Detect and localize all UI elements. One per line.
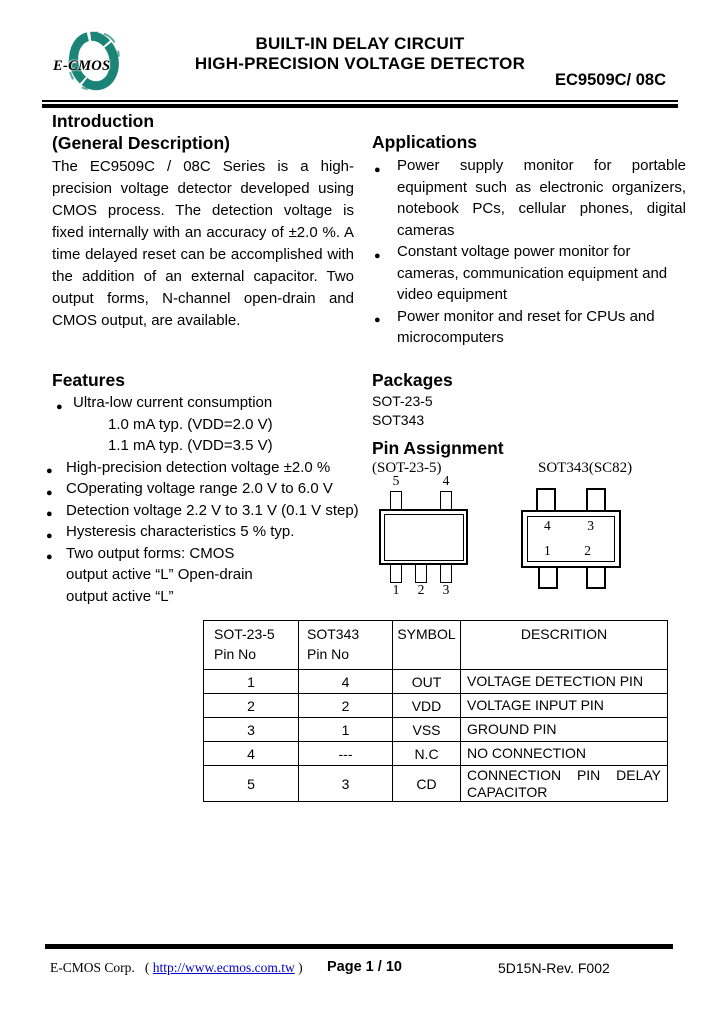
feature-item xyxy=(46,457,376,479)
features-heading: Features xyxy=(52,370,125,390)
package-pin xyxy=(390,563,402,583)
cell-symbol: VDD xyxy=(393,694,461,718)
feature-text: Ultra-low current consumption xyxy=(73,394,273,411)
cell-description: NO CONNECTION xyxy=(461,742,668,766)
feature-subline xyxy=(46,414,376,436)
page-number: Page 1 / 10 xyxy=(327,959,402,975)
sot343-package-body xyxy=(521,510,621,568)
header-rule-thin xyxy=(42,100,678,102)
feature-subline xyxy=(46,586,376,608)
table-row xyxy=(204,694,668,718)
cell-sot23-pin: 3 xyxy=(204,718,299,742)
feature-text: Detection voltage 2.2 V to 3.1 V (0.1 V step) xyxy=(66,501,359,519)
package-pin xyxy=(538,565,558,589)
paren-close: ) xyxy=(298,960,303,975)
column-header-text: Pin No xyxy=(307,646,350,662)
feature-item xyxy=(46,543,376,565)
bullet-icon: ● xyxy=(46,508,53,520)
package-pin xyxy=(440,563,452,583)
pin-number-label: 3 xyxy=(442,582,450,597)
bullet-icon: ● xyxy=(56,400,63,413)
applications-section xyxy=(372,131,686,349)
company-url-link[interactable]: http://www.ecmos.com.tw xyxy=(152,960,295,975)
feature-text: 1.0 mA typ. (VDD=2.0 V) xyxy=(108,415,273,433)
header-rule xyxy=(42,100,678,108)
cell-sot343-pin: --- xyxy=(299,742,393,766)
packages-section xyxy=(372,369,453,429)
feature-text: High-precision detection voltage ±2.0 % xyxy=(66,458,331,476)
table-row xyxy=(204,718,668,742)
title-line2: HIGH-PRECISION VOLTAGE DETECTOR xyxy=(194,53,526,73)
application-item xyxy=(372,306,686,349)
pin-number-label: 2 xyxy=(417,582,425,597)
column-header-sot23-pin-no xyxy=(204,621,299,670)
column-header-text: DESCRITION xyxy=(520,626,608,642)
package-pin xyxy=(536,488,556,512)
application-text: Constant voltage power monitor for cameras, communication equipment and video equipment xyxy=(397,243,668,303)
column-header-sot343-pin-no xyxy=(299,621,393,670)
bullet-icon: ● xyxy=(46,465,53,477)
table-row xyxy=(204,742,668,766)
cell-description: VOLTAGE DETECTION PIN xyxy=(461,670,668,694)
sot23-5-package-inner-outline xyxy=(384,514,464,561)
column-header-description xyxy=(461,621,668,670)
part-number: EC9509C/ 08C xyxy=(555,71,666,89)
cell-sot23-pin: 1 xyxy=(204,670,299,694)
cell-symbol: OUT xyxy=(393,670,461,694)
table-row xyxy=(204,670,668,694)
cell-sot343-pin: 4 xyxy=(299,670,393,694)
application-text: Power monitor and reset for CPUs and microcomputers xyxy=(397,307,655,346)
sot23-5-package-label: (SOT-23-5) xyxy=(372,460,442,476)
feature-item xyxy=(46,478,376,500)
column-header-text: SYMBOL xyxy=(397,626,456,642)
cell-symbol: N.C xyxy=(393,742,461,766)
feature-item xyxy=(46,500,376,522)
packages-heading: Packages xyxy=(372,370,453,390)
header-rule-thick xyxy=(42,104,678,108)
title-line1: BUILT-IN DELAY CIRCUIT xyxy=(255,34,465,53)
feature-item xyxy=(46,521,376,543)
column-header-text: Pin No xyxy=(214,646,257,662)
feature-text: COperating voltage range 2.0 V to 6.0 V xyxy=(66,480,333,497)
logo-text: E-CMOS xyxy=(53,58,111,74)
introduction-body: The EC9509C / 08C Series is a high-precision voltage detector developed using CMOS process. The detection voltage is fixed internally with an accuracy of ±2.0 %. A time delayed reset can be accomplished with the addition of an external capacitor. Two output forms, N-channel open-drain and CMOS output, are available. xyxy=(52,158,354,329)
feature-text: Two output forms: CMOS xyxy=(66,544,235,562)
application-item xyxy=(372,155,686,241)
pin-number-label: 5 xyxy=(392,473,400,488)
package-pin xyxy=(586,488,606,512)
cell-symbol: CD xyxy=(393,766,461,802)
package-pin xyxy=(390,491,402,511)
cell-sot343-pin: 2 xyxy=(299,694,393,718)
pin-assignment-heading: Pin Assignment xyxy=(372,438,504,458)
introduction-section xyxy=(52,110,354,332)
footer-company xyxy=(50,960,303,976)
cell-description: VOLTAGE INPUT PIN xyxy=(461,694,668,718)
pin-number-label: 3 xyxy=(587,518,594,533)
pin-number-label: 1 xyxy=(392,582,400,597)
feature-subline xyxy=(46,435,376,457)
footer-rule xyxy=(45,944,673,949)
table-header-row xyxy=(204,621,668,670)
company-name: E-CMOS Corp. xyxy=(50,960,135,975)
package-pin xyxy=(586,565,606,589)
cell-sot343-pin: 3 xyxy=(299,766,393,802)
general-description-heading: (General Description) xyxy=(52,133,230,153)
cell-sot343-pin: 1 xyxy=(299,718,393,742)
cell-description: GROUND PIN xyxy=(461,718,668,742)
package-pin xyxy=(440,491,452,511)
bullet-icon: ● xyxy=(46,486,53,499)
bullet-icon: ● xyxy=(46,529,53,542)
features-section xyxy=(46,369,376,607)
application-text: Power supply monitor for portable equipment such as electronic organizers, notebook PCs, cellular phones, digital cameras xyxy=(397,157,686,239)
sot23-5-package-body xyxy=(379,509,468,565)
cell-sot23-pin: 2 xyxy=(204,694,299,718)
bullet-icon: ● xyxy=(46,551,53,563)
cell-sot23-pin: 5 xyxy=(204,766,299,802)
sot343-package-label: SOT343(SC82) xyxy=(538,460,633,476)
pin-number-label: 2 xyxy=(584,543,591,558)
column-header-text: SOT-23-5 xyxy=(214,626,275,642)
table-row xyxy=(204,766,668,802)
application-item xyxy=(372,241,686,306)
revision-code: 5D15N-Rev. F002 xyxy=(498,960,610,976)
document-title xyxy=(0,34,720,73)
package-pin xyxy=(415,563,427,583)
feature-subline xyxy=(46,564,376,586)
package-name: SOT-23-5 xyxy=(372,393,433,409)
applications-heading: Applications xyxy=(372,132,478,152)
pin-description-table xyxy=(203,620,668,802)
cell-symbol: VSS xyxy=(393,718,461,742)
pin-number-label: 4 xyxy=(442,473,450,488)
cell-description: CONNECTION PIN DELAY CAPACITOR xyxy=(461,766,668,802)
column-header-symbol xyxy=(393,621,461,670)
feature-text: output active “L” Open-drain xyxy=(66,566,253,583)
feature-text: 1.1 mA typ. (VDD=3.5 V) xyxy=(108,437,273,454)
feature-text: output active “L” xyxy=(66,587,174,605)
introduction-heading: Introduction xyxy=(52,111,155,131)
sot343-package-inner-outline xyxy=(527,516,615,562)
bullet-icon: ● xyxy=(374,163,381,176)
paren-open: ( xyxy=(144,960,150,975)
feature-text: Hysteresis characteristics 5 % typ. xyxy=(66,523,295,540)
bullet-icon: ● xyxy=(374,249,381,262)
bullet-icon: ● xyxy=(374,314,381,326)
package-name: SOT343 xyxy=(372,411,425,428)
feature-item xyxy=(46,392,376,414)
pin-number-label: 1 xyxy=(544,543,551,558)
pin-number-label: 4 xyxy=(544,518,551,533)
cell-sot23-pin: 4 xyxy=(204,742,299,766)
column-header-text: SOT343 xyxy=(307,626,360,642)
